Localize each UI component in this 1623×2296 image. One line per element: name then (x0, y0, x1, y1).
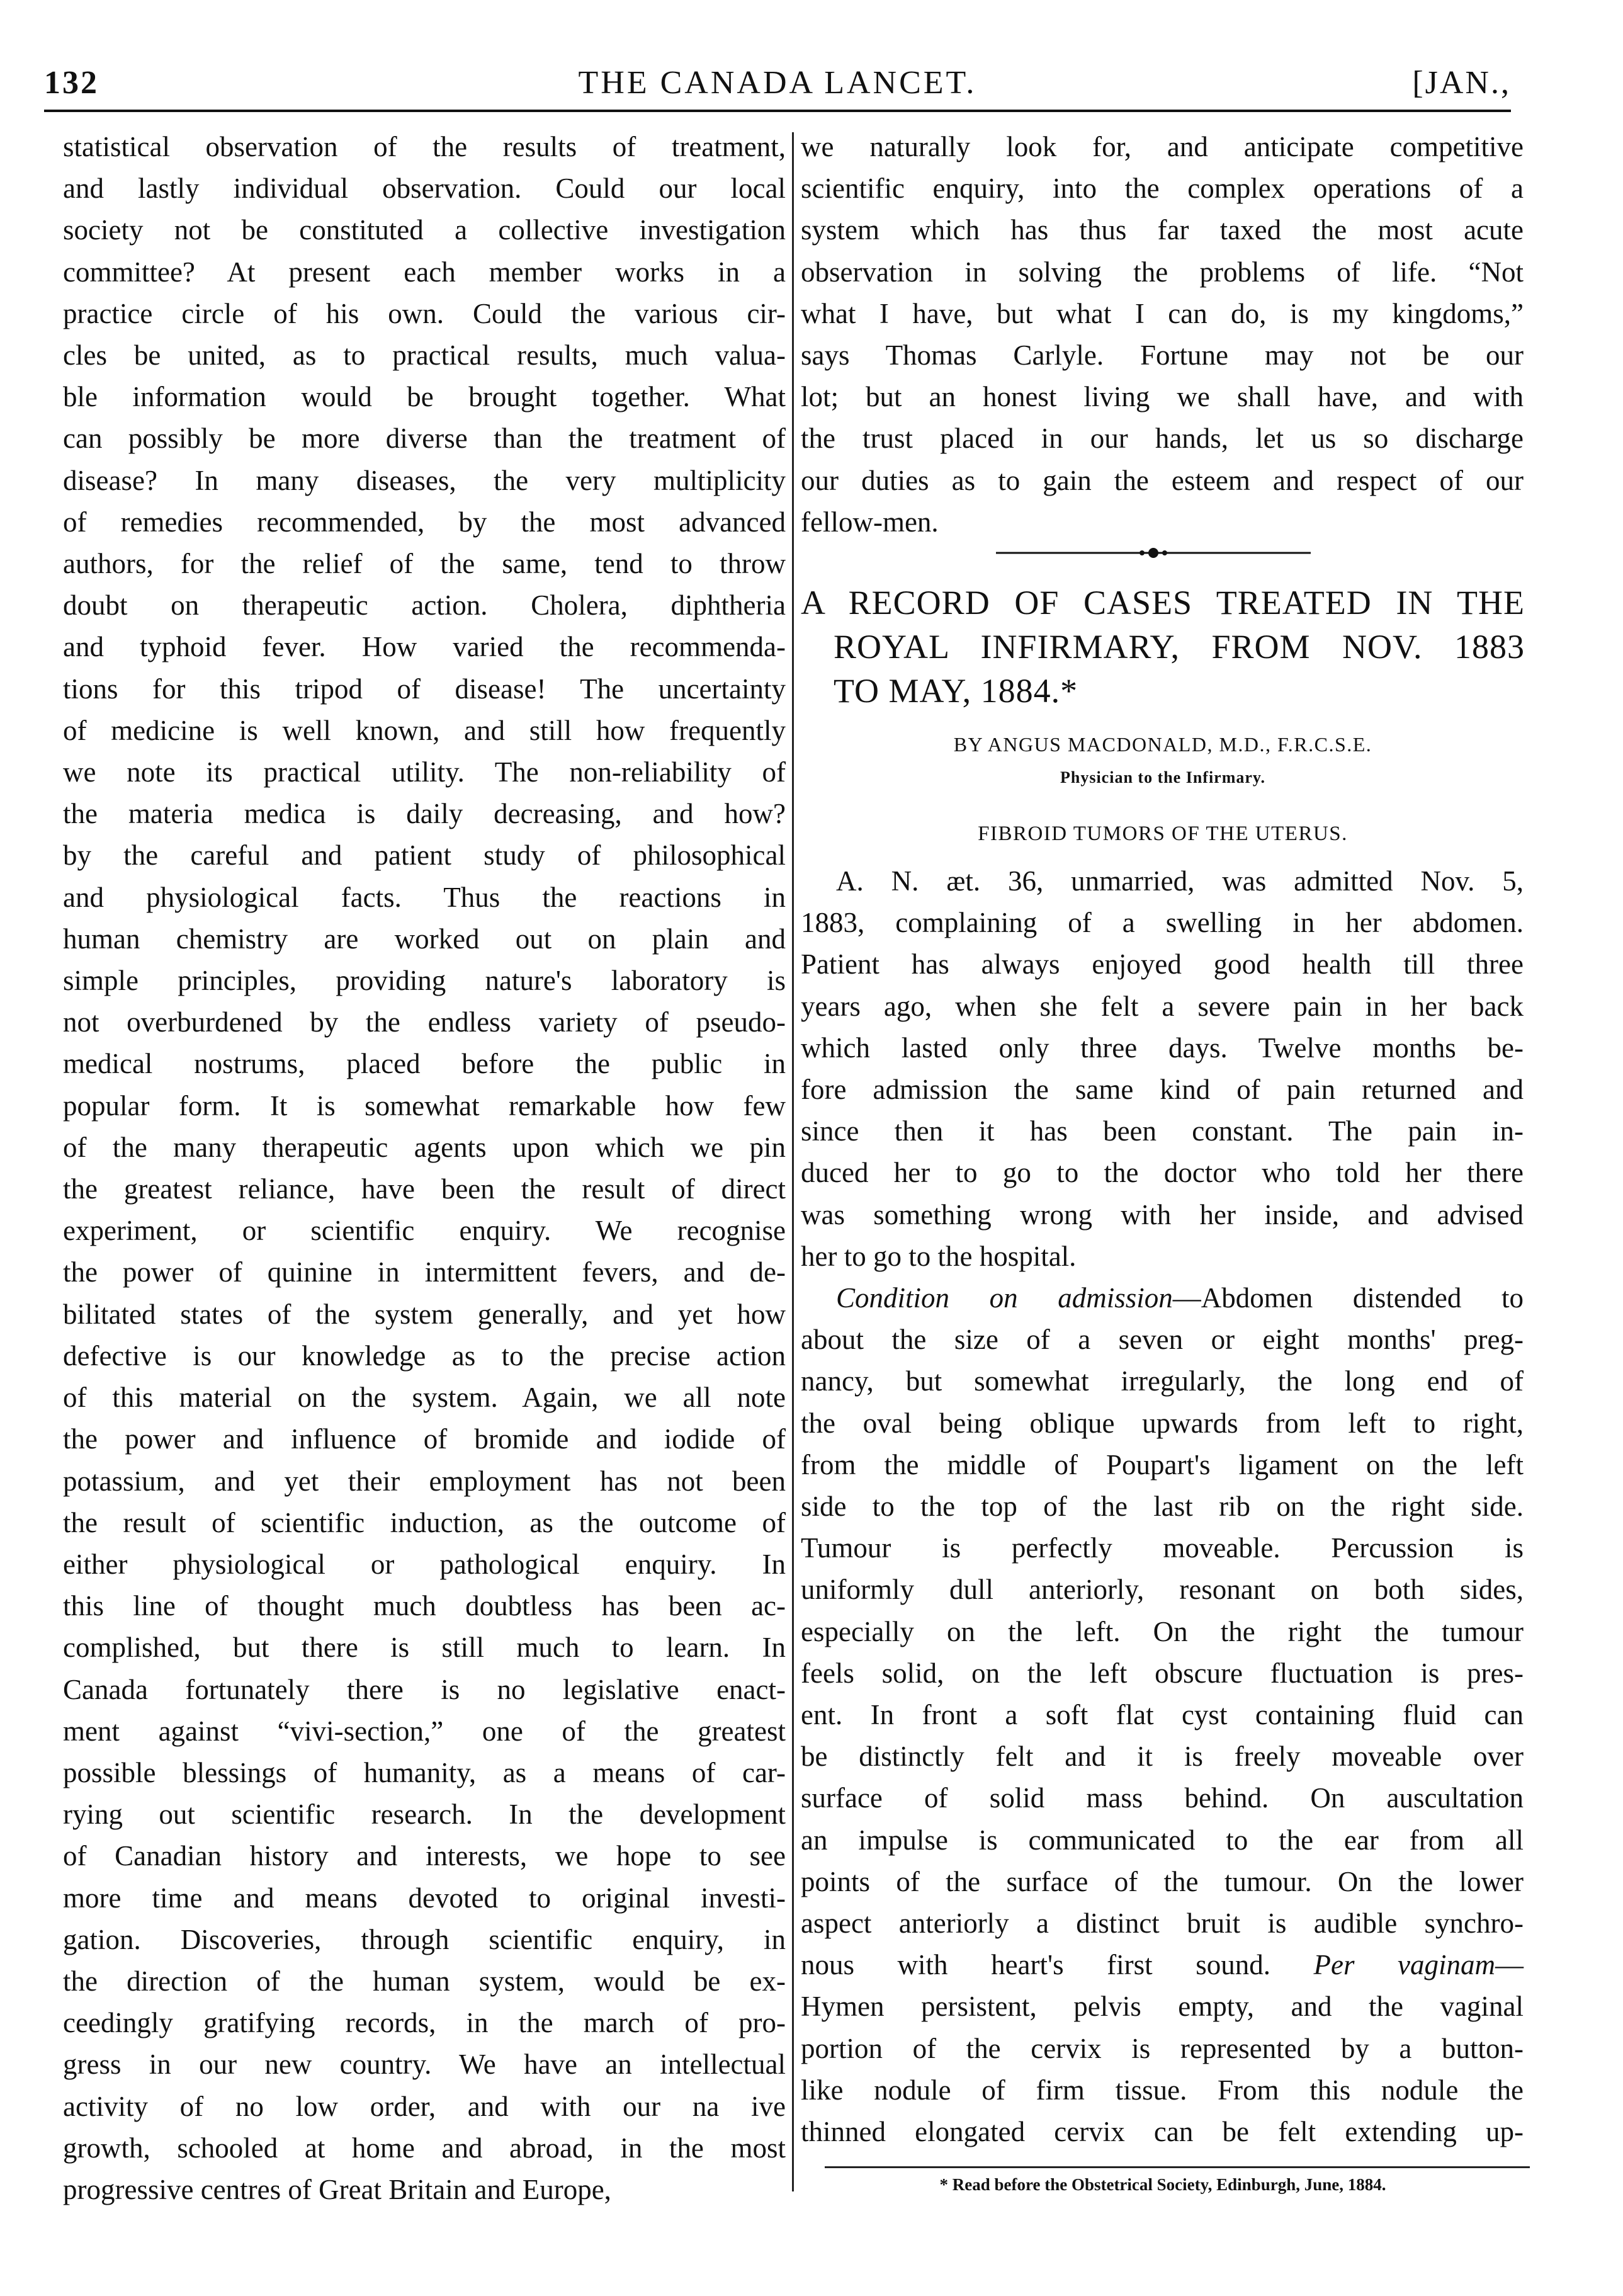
footnote: * Read before the Obstetrical Society, Edinburgh, June, 1884. (939, 2175, 1386, 2194)
text-line: aspect anteriorly a distinct bruit is audible synchro- (801, 1907, 1524, 1940)
text-line: of the many therapeutic agents upon which we pin (63, 1131, 786, 1163)
text-line: duced her to go to the doctor who told her there (801, 1157, 1524, 1189)
text-line: defective is our knowledge as to the precise action (63, 1339, 786, 1372)
journal-title: THE CANADA LANCET. (578, 65, 977, 101)
issue-month: [JAN., (1412, 65, 1511, 101)
text-line: authors, for the relief of the same, tend to throw (63, 548, 786, 580)
text-line: bilitated states of the system generally, and yet how (63, 1298, 786, 1330)
text-line: possible blessings of humanity, as a means of car- (63, 1756, 786, 1788)
section-ornament (996, 545, 1311, 560)
text-line: this line of thought much doubtless has been ac- (63, 1590, 786, 1622)
text-line: by the careful and patient study of philosophical (63, 839, 786, 872)
text-line: be distinctly felt and it is freely moveable over (801, 1741, 1524, 1773)
text-line: observation in solving the problems of life. “Not (801, 256, 1524, 288)
text-line: Patient has always enjoyed good health till three (801, 948, 1524, 980)
text-line: activity of no low order, and with our na ive (63, 2090, 786, 2122)
text-line: practice circle of his own. Could the various cir- (63, 297, 786, 329)
section-heading: FIBROID TUMORS OF THE UTERUS. (978, 822, 1348, 845)
right-column-top (801, 126, 1524, 543)
text-line: not overburdened by the endless variety of pseudo- (63, 1006, 786, 1038)
text-line: more time and means devoted to original investi- (63, 1882, 786, 1914)
text-line: of this material on the system. Again, we all note (63, 1382, 786, 1414)
author-role: Physician to the Infirmary. (1060, 768, 1265, 787)
text-line: gress in our new country. We have an intellectual (63, 2049, 786, 2081)
text-line: rying out scientific research. In the development (63, 1799, 786, 1831)
text-line: lot; but an honest living we shall have, and with (801, 381, 1524, 413)
footnote-rule (825, 2166, 1530, 2168)
running-header (44, 58, 1511, 112)
text-line: thinned elongated cervix can be felt extending up- (801, 2116, 1524, 2148)
text-line: disease? In many diseases, the very multiplicity (63, 464, 786, 496)
text-line: portion of the cervix is represented by a button- (801, 2032, 1524, 2064)
text-line: experiment, or scientific enquiry. We recognise (63, 1215, 786, 1247)
text-line: complished, but there is still much to learn. In (63, 1632, 786, 1664)
left-column (63, 126, 786, 2210)
text-line: uniformly dull anteriorly, resonant on both sides, (801, 1574, 1524, 1606)
text-line: and typhoid fever. How varied the recommenda- (63, 631, 786, 663)
article-title-line: A RECORD OF CASES TREATED IN THE (801, 584, 1525, 622)
text-line: which lasted only three days. Twelve months be- (801, 1031, 1524, 1064)
text-line: either physiological or pathological enquiry. In (63, 1548, 786, 1580)
text-line: growth, schooled at home and abroad, in the most (63, 2132, 786, 2164)
text-line: society not be constituted a collective investigation (63, 214, 786, 246)
text-line: like nodule of firm tissue. From this nodule the (801, 2074, 1524, 2106)
text-line: gation. Discoveries, through scientific enquiry, in (63, 1923, 786, 1955)
text-line: an impulse is communicated to the ear from all (801, 1824, 1524, 1856)
article-title-line: TO MAY, 1884.* (834, 672, 1078, 710)
text-line: doubt on therapeutic action. Cholera, diphtheria (63, 589, 786, 622)
text-line: popular form. It is somewhat remarkable how few (63, 1089, 786, 1122)
text-line: human chemistry are worked out on plain and (63, 923, 786, 955)
text-line: 1883, complaining of a swelling in her abdomen. (801, 907, 1524, 939)
article-body (801, 860, 1524, 2152)
text-line: fore admission the same kind of pain returned and (801, 1074, 1524, 1106)
text-line: progressive centres of Great Britain and Europe, (63, 2173, 611, 2205)
text-line: about the size of a seven or eight months' preg- (801, 1324, 1524, 1356)
text-line: especially on the left. On the right the tumour (801, 1615, 1524, 1647)
text-line: potassium, and yet their employment has not been (63, 1465, 786, 1497)
text-line: cles be united, as to practical results, much valua- (63, 339, 786, 372)
column-divider (792, 132, 794, 2191)
text-line: of medicine is well known, and still how frequently (63, 714, 786, 746)
text-line: nous with heart's first sound. Per vaginam— (801, 1949, 1524, 1981)
text-line: says Thomas Carlyle. Fortune may not be our (801, 339, 1524, 372)
text-line: A. N. æt. 36, unmarried, was admitted Nov. 5, (836, 865, 1524, 897)
text-line: the result of scientific induction, as the outcome of (63, 1506, 786, 1538)
author-byline: BY ANGUS MACDONALD, M.D., F.R.C.S.E. (953, 733, 1372, 756)
text-line: statistical observation of the results of treatment, (63, 131, 786, 162)
text-line: Hymen persistent, pelvis empty, and the vaginal (801, 1991, 1524, 2023)
text-line: ent. In front a soft flat cyst containing fluid can (801, 1699, 1524, 1731)
text-line: since then it has been constant. The pain in- (801, 1115, 1524, 1147)
text-line: the materia medica is daily decreasing, and how? (63, 798, 786, 830)
text-line: the trust placed in our hands, let us so discharge (801, 423, 1524, 455)
header-rule (44, 110, 1511, 112)
text-line: years ago, when she felt a severe pain in her back (801, 990, 1524, 1022)
text-line: can possibly be more diverse than the treatment of (63, 423, 786, 455)
text-line: was something wrong with her inside, and advised (801, 1198, 1524, 1230)
text-line: ceedingly gratifying records, in the march of pro- (63, 2007, 786, 2039)
article-title-line: ROYAL INFIRMARY, FROM NOV. 1883 (834, 628, 1525, 666)
text-line: we naturally look for, and anticipate competitive (801, 131, 1524, 162)
article-title (801, 581, 1525, 713)
text-line: of Canadian history and interests, we hope to see (63, 1840, 786, 1872)
text-line: medical nostrums, placed before the public in (63, 1048, 786, 1080)
text-line: system which has thus far taxed the most acute (801, 214, 1524, 246)
text-line: committee? At present each member works in a (63, 256, 786, 288)
text-line: the greatest reliance, have been the result of direct (63, 1173, 786, 1205)
text-line: the direction of the human system, would be ex- (63, 1965, 786, 1997)
text-line: ble information would be brought together. What (63, 381, 786, 413)
text-line: we note its practical utility. The non-reliability of (63, 756, 786, 788)
text-line: the oval being oblique upwards from left to right, (801, 1407, 1524, 1439)
page-number: 132 (44, 65, 99, 101)
text-line: the power of quinine in intermittent fevers, and de- (63, 1256, 786, 1288)
text-line: our duties as to gain the esteem and respect of our (801, 464, 1524, 496)
text-line: from the middle of Poupart's ligament on the left (801, 1448, 1524, 1480)
text-line: simple principles, providing nature's laboratory is (63, 965, 786, 997)
text-line: the power and influence of bromide and iodide of (63, 1423, 786, 1455)
text-line: feels solid, on the left obscure fluctuation is pres- (801, 1657, 1524, 1689)
text-line: points of the surface of the tumour. On the lower (801, 1865, 1524, 1897)
text-line: her to go to the hospital. (801, 1240, 1077, 1272)
text-line: nancy, but somewhat irregularly, the long end of (801, 1365, 1524, 1397)
text-line: and physiological facts. Thus the reactions in (63, 881, 786, 913)
text-line: what I have, but what I can do, is my kingdoms,” (801, 297, 1524, 329)
text-line: ment against “vivi-section,” one of the greatest (63, 1715, 786, 1747)
text-line: scientific enquiry, into the complex operations of a (801, 173, 1524, 205)
text-line: fellow-men. (801, 506, 939, 538)
text-line: Tumour is perfectly moveable. Percussion is (801, 1532, 1524, 1564)
text-line: surface of solid mass behind. On auscultation (801, 1782, 1524, 1814)
text-line: side to the top of the last rib on the right side. (801, 1491, 1524, 1523)
text-line: of remedies recommended, by the most advanced (63, 506, 786, 538)
text-line: and lastly individual observation. Could our local (63, 173, 786, 205)
text-line: Canada fortunately there is no legislative enact- (63, 1673, 786, 1705)
text-line: Condition on admission—Abdomen distended to (836, 1282, 1524, 1314)
text-line: tions for this tripod of disease! The uncertainty (63, 673, 786, 705)
